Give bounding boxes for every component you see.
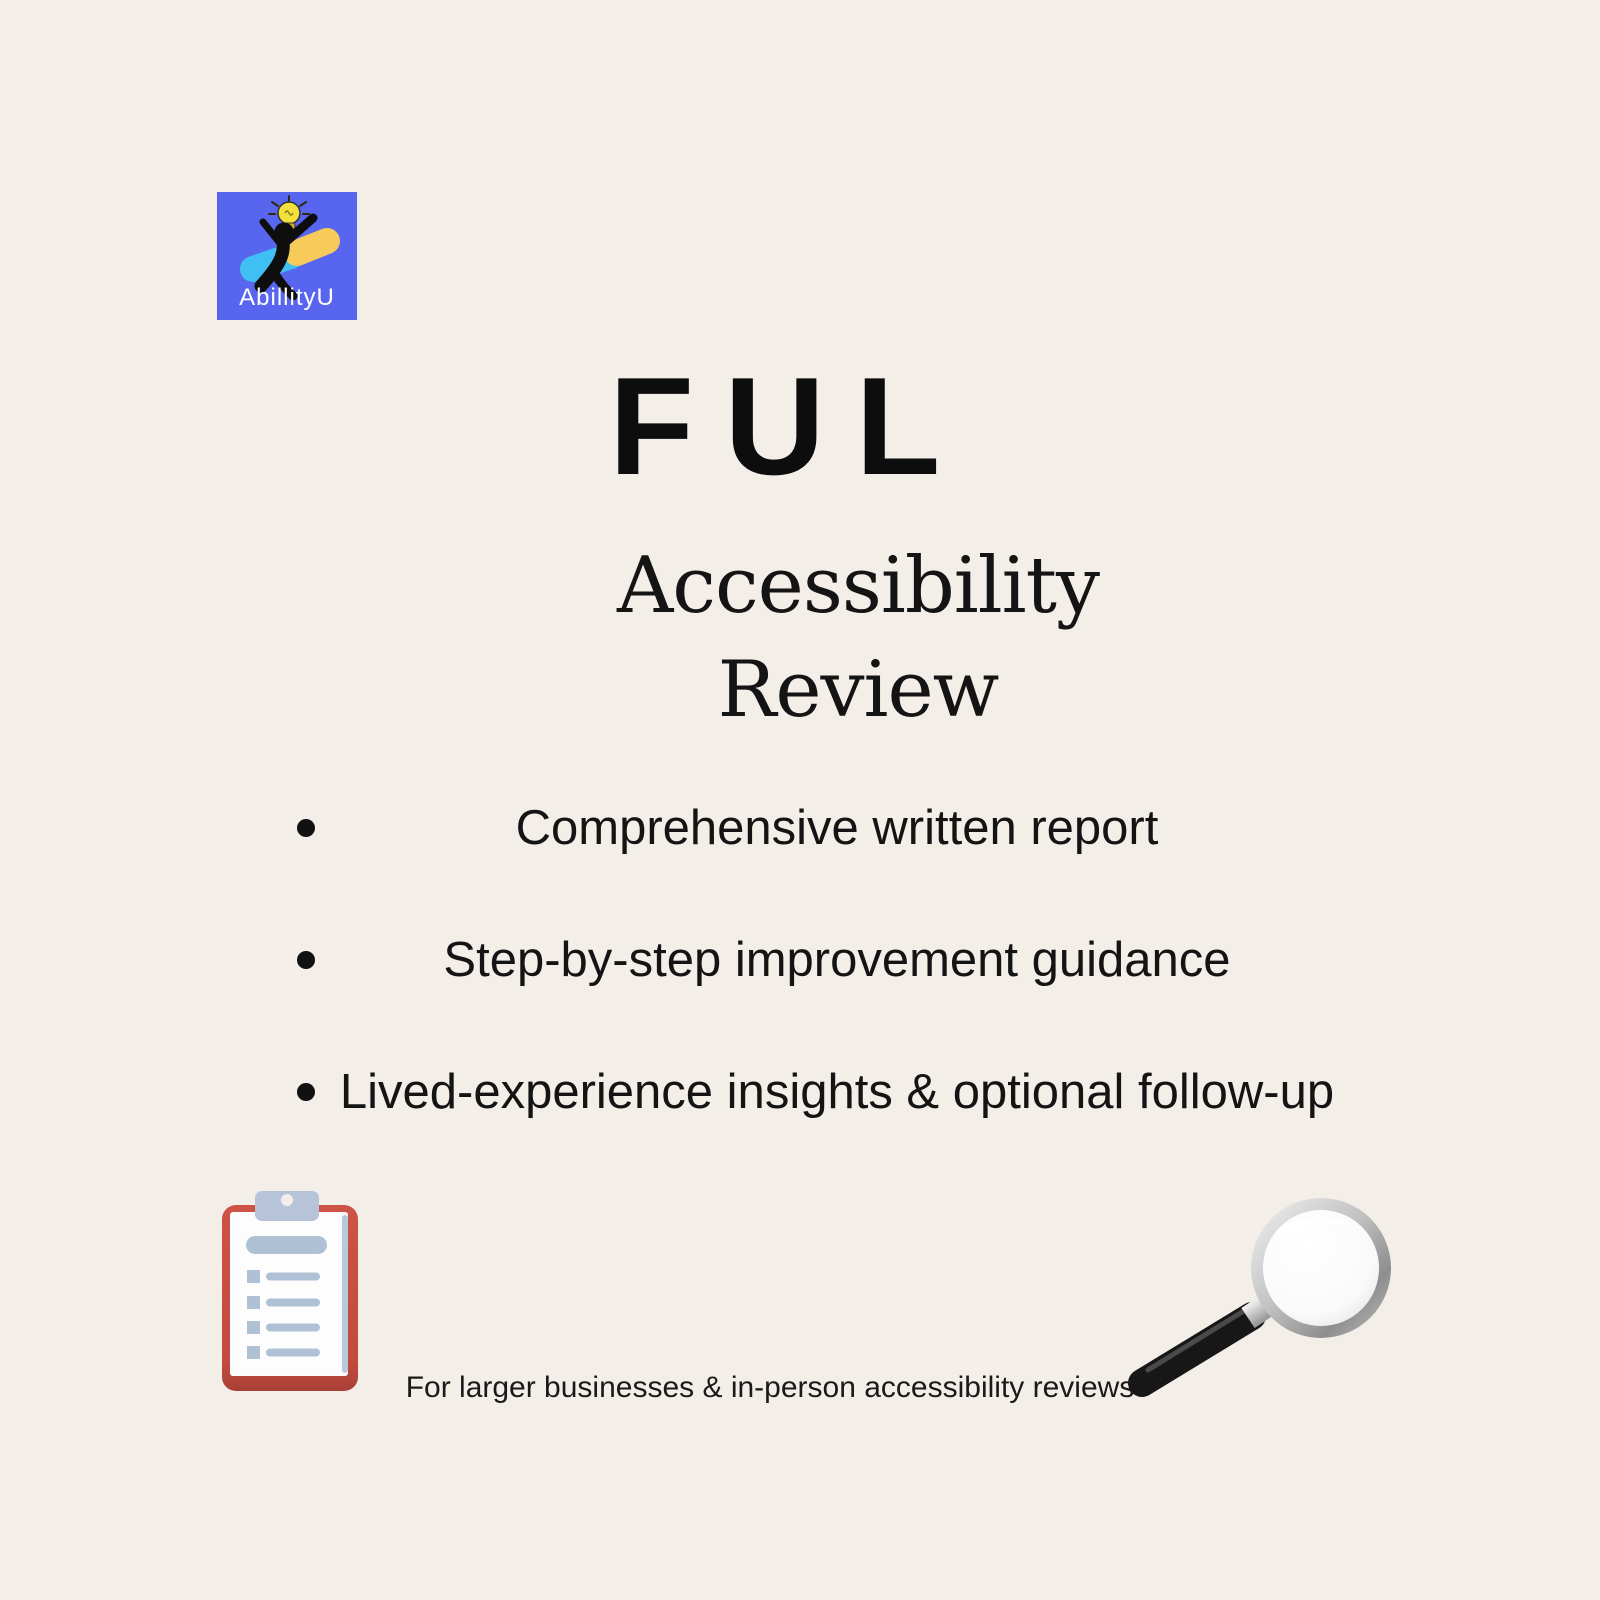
- footer-caption: For larger businesses & in-person accessibility reviews: [405, 1371, 1135, 1404]
- bullet-item-insights: [306, 1057, 1368, 1127]
- page-title: FUL: [609, 349, 971, 504]
- bullet-dot: [297, 1083, 315, 1101]
- subtitle-line-1: Accessibility: [616, 541, 1100, 631]
- logo-yellow-bar: [297, 241, 327, 253]
- abillityu-logo: [217, 192, 357, 320]
- bullet-text: Comprehensive written report: [515, 801, 1159, 855]
- logo-label: AbillityU: [239, 284, 335, 311]
- page-subtitle: [617, 534, 1099, 742]
- bullet-item-report: [306, 793, 1368, 863]
- bullet-item-guidance: [306, 925, 1368, 995]
- bullet-text: Lived-experience insights & optional follow-up: [339, 1065, 1335, 1119]
- subtitle-line-2: Review: [717, 645, 999, 735]
- bullet-dot: [297, 951, 315, 969]
- bullet-text: Step-by-step improvement guidance: [443, 933, 1231, 987]
- magnifying-glass-icon: [1100, 1180, 1400, 1400]
- bullet-dot: [297, 819, 315, 837]
- clipboard-checklist-icon: [212, 1188, 362, 1396]
